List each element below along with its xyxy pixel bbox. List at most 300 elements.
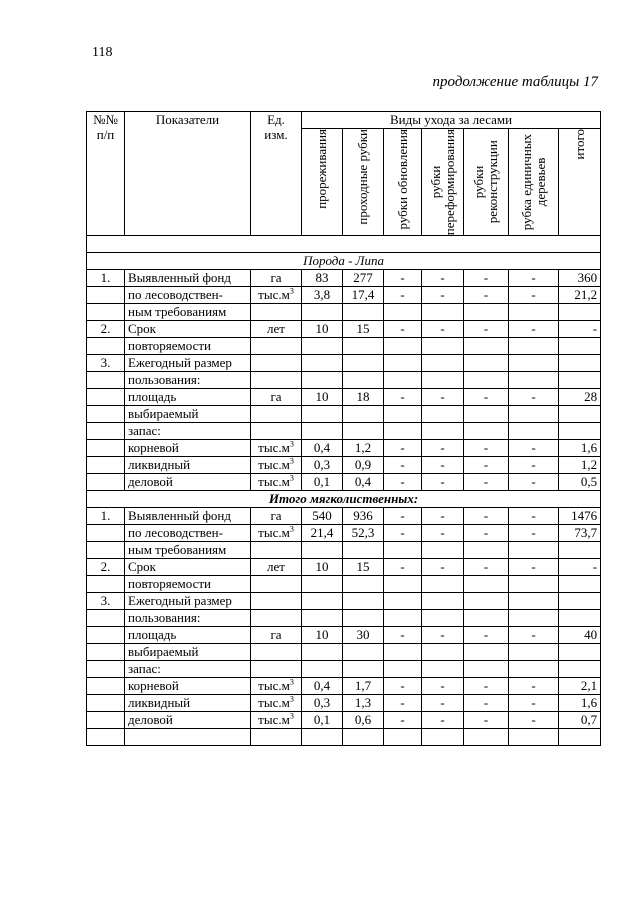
row-unit: [251, 593, 302, 610]
row-number: 2.: [87, 559, 125, 576]
value-cell: -: [509, 440, 559, 457]
row-label: корневой: [125, 440, 251, 457]
empty-cell: [464, 729, 509, 746]
row-label: выбираемый: [125, 644, 251, 661]
value-cell: 30: [343, 627, 384, 644]
value-cell: -: [464, 695, 509, 712]
header-row: [87, 112, 601, 129]
value-cell: [384, 610, 422, 627]
row-number: [87, 406, 125, 423]
value-cell: [509, 372, 559, 389]
value-cell: 18: [343, 389, 384, 406]
row-number: [87, 338, 125, 355]
value-cell: -: [509, 287, 559, 304]
value-cell: 83: [302, 270, 343, 287]
table-row: [87, 627, 601, 644]
row-unit: [251, 355, 302, 372]
header-column: прореживания: [302, 129, 343, 236]
value-cell: [422, 644, 464, 661]
value-cell: -: [384, 508, 422, 525]
value-cell: -: [509, 712, 559, 729]
value-cell: [302, 423, 343, 440]
unit-text: тыс.м: [258, 678, 290, 694]
row-label: пользования:: [125, 372, 251, 389]
value-cell: [422, 304, 464, 321]
row-number: [87, 389, 125, 406]
table-row: [87, 338, 601, 355]
row-number: [87, 610, 125, 627]
empty-cell: [509, 729, 559, 746]
value-cell: [384, 593, 422, 610]
unit-exponent: 3: [289, 456, 294, 466]
value-cell: [509, 355, 559, 372]
value-cell: -: [384, 474, 422, 491]
value-cell: -: [509, 389, 559, 406]
value-cell: [464, 576, 509, 593]
value-cell: [422, 661, 464, 678]
value-cell: [464, 661, 509, 678]
value-cell: [422, 542, 464, 559]
value-cell: [384, 661, 422, 678]
value-cell: -: [384, 457, 422, 474]
value-cell: [302, 304, 343, 321]
value-cell: [422, 610, 464, 627]
row-unit: га: [251, 389, 302, 406]
value-cell: -: [422, 457, 464, 474]
row-unit: [251, 406, 302, 423]
section-title: Порода - Липа: [87, 253, 601, 270]
row-unit: [251, 287, 302, 304]
row-number: 3.: [87, 355, 125, 372]
value-cell: [559, 576, 601, 593]
unit-text: тыс.м: [258, 474, 290, 490]
forest-care-table: [86, 111, 601, 746]
value-cell: -: [422, 270, 464, 287]
value-cell: [509, 304, 559, 321]
table-continuation-title: продолжение таблицы 17: [432, 74, 598, 90]
value-cell: -: [384, 678, 422, 695]
value-cell: 10: [302, 321, 343, 338]
value-cell: 936: [343, 508, 384, 525]
value-cell: 40: [559, 627, 601, 644]
value-cell: -: [464, 440, 509, 457]
header-column: рубки обновления: [384, 129, 422, 236]
value-cell: [302, 644, 343, 661]
row-label: ным требованиям: [125, 542, 251, 559]
empty-cell: [422, 729, 464, 746]
empty-cell: [125, 729, 251, 746]
value-cell: -: [464, 627, 509, 644]
table-row: [87, 304, 601, 321]
value-cell: [343, 406, 384, 423]
value-cell: -: [384, 525, 422, 542]
row-label: площадь: [125, 627, 251, 644]
row-unit: [251, 457, 302, 474]
row-unit: [251, 423, 302, 440]
value-cell: 15: [343, 321, 384, 338]
row-number: 1.: [87, 270, 125, 287]
row-label: корневой: [125, 678, 251, 695]
unit-text: тыс.м: [258, 287, 290, 303]
value-cell: [509, 406, 559, 423]
value-cell: 1,6: [559, 440, 601, 457]
value-cell: -: [384, 389, 422, 406]
value-cell: -: [422, 287, 464, 304]
value-cell: [343, 355, 384, 372]
row-label: Выявленный фонд: [125, 270, 251, 287]
row-unit: [251, 372, 302, 389]
row-number: [87, 644, 125, 661]
value-cell: -: [422, 559, 464, 576]
unit-text: тыс.м: [258, 525, 290, 541]
row-label: по лесоводствен-: [125, 287, 251, 304]
value-cell: -: [559, 321, 601, 338]
value-cell: [384, 338, 422, 355]
value-cell: 1,2: [559, 457, 601, 474]
table-row: [87, 610, 601, 627]
empty-cell: [251, 729, 302, 746]
value-cell: [384, 423, 422, 440]
value-cell: -: [509, 627, 559, 644]
empty-cell: [384, 729, 422, 746]
table-row: [87, 389, 601, 406]
value-cell: 2,1: [559, 678, 601, 695]
row-number: [87, 576, 125, 593]
value-cell: -: [509, 559, 559, 576]
row-unit: [251, 338, 302, 355]
row-number: [87, 372, 125, 389]
value-cell: [509, 593, 559, 610]
value-cell: [422, 593, 464, 610]
row-number: [87, 423, 125, 440]
value-cell: -: [559, 559, 601, 576]
row-number: 2.: [87, 321, 125, 338]
value-cell: [343, 304, 384, 321]
row-label: деловой: [125, 474, 251, 491]
row-unit: [251, 525, 302, 542]
row-number: [87, 627, 125, 644]
value-cell: 73,7: [559, 525, 601, 542]
row-number: [87, 457, 125, 474]
value-cell: [302, 576, 343, 593]
value-cell: -: [384, 321, 422, 338]
value-cell: -: [464, 270, 509, 287]
table-row: [87, 440, 601, 457]
value-cell: [343, 661, 384, 678]
value-cell: -: [422, 525, 464, 542]
value-cell: 28: [559, 389, 601, 406]
spacer-row: [87, 236, 601, 253]
value-cell: [343, 593, 384, 610]
row-label: Срок: [125, 321, 251, 338]
table-row: [87, 355, 601, 372]
value-cell: -: [464, 712, 509, 729]
row-unit: [251, 304, 302, 321]
row-unit: га: [251, 508, 302, 525]
value-cell: [464, 372, 509, 389]
value-cell: [464, 406, 509, 423]
value-cell: -: [464, 559, 509, 576]
value-cell: -: [509, 678, 559, 695]
value-cell: [509, 644, 559, 661]
row-label: Ежегодный размер: [125, 355, 251, 372]
value-cell: [422, 423, 464, 440]
section-title-row: [87, 253, 601, 270]
value-cell: [509, 661, 559, 678]
unit-exponent: 3: [289, 286, 294, 296]
value-cell: -: [384, 627, 422, 644]
value-cell: 0,5: [559, 474, 601, 491]
value-cell: [384, 406, 422, 423]
value-cell: [343, 372, 384, 389]
page-number: 118: [92, 45, 113, 60]
value-cell: -: [384, 287, 422, 304]
value-cell: 1,7: [343, 678, 384, 695]
row-label: повторяемости: [125, 338, 251, 355]
unit-exponent: 3: [289, 677, 294, 687]
table-row: [87, 423, 601, 440]
table-row: [87, 321, 601, 338]
value-cell: -: [384, 712, 422, 729]
unit-text: тыс.м: [258, 440, 290, 456]
empty-cell: [302, 729, 343, 746]
row-unit: [251, 576, 302, 593]
value-cell: 52,3: [343, 525, 384, 542]
value-cell: [343, 542, 384, 559]
value-cell: -: [464, 508, 509, 525]
section-title: Итого мягколиственных:: [87, 491, 601, 508]
table-row: [87, 678, 601, 695]
row-number: [87, 695, 125, 712]
value-cell: [509, 423, 559, 440]
table-row: [87, 406, 601, 423]
table-row: [87, 508, 601, 525]
value-cell: 1476: [559, 508, 601, 525]
value-cell: -: [422, 627, 464, 644]
value-cell: -: [464, 525, 509, 542]
value-cell: 21,4: [302, 525, 343, 542]
row-label: площадь: [125, 389, 251, 406]
value-cell: 17,4: [343, 287, 384, 304]
header-column: рубки переформирования: [422, 129, 464, 236]
table-row: [87, 576, 601, 593]
value-cell: 3,8: [302, 287, 343, 304]
value-cell: [302, 593, 343, 610]
unit-exponent: 3: [289, 473, 294, 483]
empty-cell: [87, 729, 125, 746]
row-label: Срок: [125, 559, 251, 576]
header-column: итого: [559, 129, 601, 236]
value-cell: -: [422, 474, 464, 491]
unit-exponent: 3: [289, 711, 294, 721]
value-cell: 1,2: [343, 440, 384, 457]
value-cell: 10: [302, 559, 343, 576]
value-cell: 360: [559, 270, 601, 287]
value-cell: 1,3: [343, 695, 384, 712]
value-cell: [559, 372, 601, 389]
table-row: [87, 661, 601, 678]
value-cell: [384, 304, 422, 321]
value-cell: [422, 355, 464, 372]
value-cell: 540: [302, 508, 343, 525]
value-cell: 15: [343, 559, 384, 576]
unit-exponent: 3: [289, 524, 294, 534]
row-number: [87, 525, 125, 542]
value-cell: [559, 423, 601, 440]
table-row: [87, 695, 601, 712]
value-cell: 0,9: [343, 457, 384, 474]
header-column: проходные рубки: [343, 129, 384, 236]
value-cell: -: [509, 474, 559, 491]
empty-cell: [559, 729, 601, 746]
value-cell: [559, 338, 601, 355]
value-cell: -: [384, 559, 422, 576]
value-cell: -: [464, 389, 509, 406]
value-cell: [343, 576, 384, 593]
table-row: [87, 559, 601, 576]
value-cell: -: [509, 695, 559, 712]
value-cell: [464, 304, 509, 321]
value-cell: [559, 406, 601, 423]
value-cell: -: [509, 508, 559, 525]
value-cell: [464, 593, 509, 610]
value-cell: [302, 372, 343, 389]
value-cell: [384, 644, 422, 661]
table-row: [87, 372, 601, 389]
value-cell: 0,4: [343, 474, 384, 491]
value-cell: [302, 406, 343, 423]
value-cell: -: [422, 712, 464, 729]
row-unit: [251, 644, 302, 661]
unit-text: тыс.м: [258, 695, 290, 711]
value-cell: -: [422, 508, 464, 525]
value-cell: [422, 576, 464, 593]
value-cell: [464, 610, 509, 627]
value-cell: 0,3: [302, 695, 343, 712]
row-label: по лесоводствен-: [125, 525, 251, 542]
value-cell: [559, 610, 601, 627]
value-cell: [509, 338, 559, 355]
row-label: запас:: [125, 423, 251, 440]
row-label: деловой: [125, 712, 251, 729]
value-cell: 0,6: [343, 712, 384, 729]
row-unit: [251, 474, 302, 491]
empty-cell: [343, 729, 384, 746]
row-unit: [251, 440, 302, 457]
value-cell: [559, 542, 601, 559]
value-cell: -: [464, 321, 509, 338]
value-cell: [302, 338, 343, 355]
value-cell: [559, 304, 601, 321]
row-unit: [251, 661, 302, 678]
value-cell: -: [509, 525, 559, 542]
table-row: [87, 644, 601, 661]
value-cell: 0,4: [302, 678, 343, 695]
row-unit: [251, 542, 302, 559]
value-cell: [559, 661, 601, 678]
value-cell: -: [464, 678, 509, 695]
unit-text: тыс.м: [258, 457, 290, 473]
value-cell: [559, 593, 601, 610]
value-cell: [343, 644, 384, 661]
value-cell: [509, 576, 559, 593]
value-cell: 21,2: [559, 287, 601, 304]
value-cell: [343, 610, 384, 627]
header-unit: Ед. изм.: [251, 112, 302, 236]
row-label: выбираемый: [125, 406, 251, 423]
section-title-row: [87, 491, 601, 508]
value-cell: [422, 406, 464, 423]
value-cell: -: [464, 474, 509, 491]
row-unit: [251, 695, 302, 712]
value-cell: -: [464, 457, 509, 474]
value-cell: [384, 542, 422, 559]
table-row: [87, 542, 601, 559]
value-cell: [464, 355, 509, 372]
value-cell: -: [509, 270, 559, 287]
value-cell: -: [422, 678, 464, 695]
value-cell: -: [422, 695, 464, 712]
table-row: [87, 525, 601, 542]
table-row: [87, 474, 601, 491]
row-unit: [251, 678, 302, 695]
value-cell: [384, 372, 422, 389]
row-number: [87, 542, 125, 559]
value-cell: [559, 644, 601, 661]
row-label: пользования:: [125, 610, 251, 627]
table-row: [87, 287, 601, 304]
header-column: рубки реконструкции: [464, 129, 509, 236]
table-row: [87, 593, 601, 610]
value-cell: 0,1: [302, 474, 343, 491]
row-unit: лет: [251, 321, 302, 338]
table-row: [87, 457, 601, 474]
unit-text: тыс.м: [258, 712, 290, 728]
value-cell: [464, 423, 509, 440]
value-cell: 277: [343, 270, 384, 287]
value-cell: [422, 372, 464, 389]
row-unit: [251, 610, 302, 627]
spacer-cell: [87, 236, 601, 253]
row-number: 3.: [87, 593, 125, 610]
value-cell: 10: [302, 627, 343, 644]
value-cell: [509, 542, 559, 559]
value-cell: [302, 355, 343, 372]
row-number: 1.: [87, 508, 125, 525]
value-cell: 1,6: [559, 695, 601, 712]
value-cell: [302, 542, 343, 559]
value-cell: 10: [302, 389, 343, 406]
value-cell: 0,1: [302, 712, 343, 729]
empty-row: [87, 729, 601, 746]
row-unit: лет: [251, 559, 302, 576]
value-cell: 0,4: [302, 440, 343, 457]
value-cell: [464, 644, 509, 661]
row-number: [87, 474, 125, 491]
value-cell: -: [422, 321, 464, 338]
value-cell: [559, 355, 601, 372]
value-cell: [509, 610, 559, 627]
row-label: ликвидный: [125, 695, 251, 712]
row-number: [87, 304, 125, 321]
row-label: ликвидный: [125, 457, 251, 474]
value-cell: -: [509, 321, 559, 338]
header-indicator: Показатели: [125, 112, 251, 236]
value-cell: -: [422, 440, 464, 457]
value-cell: -: [509, 457, 559, 474]
row-unit: га: [251, 627, 302, 644]
row-label: повторяемости: [125, 576, 251, 593]
